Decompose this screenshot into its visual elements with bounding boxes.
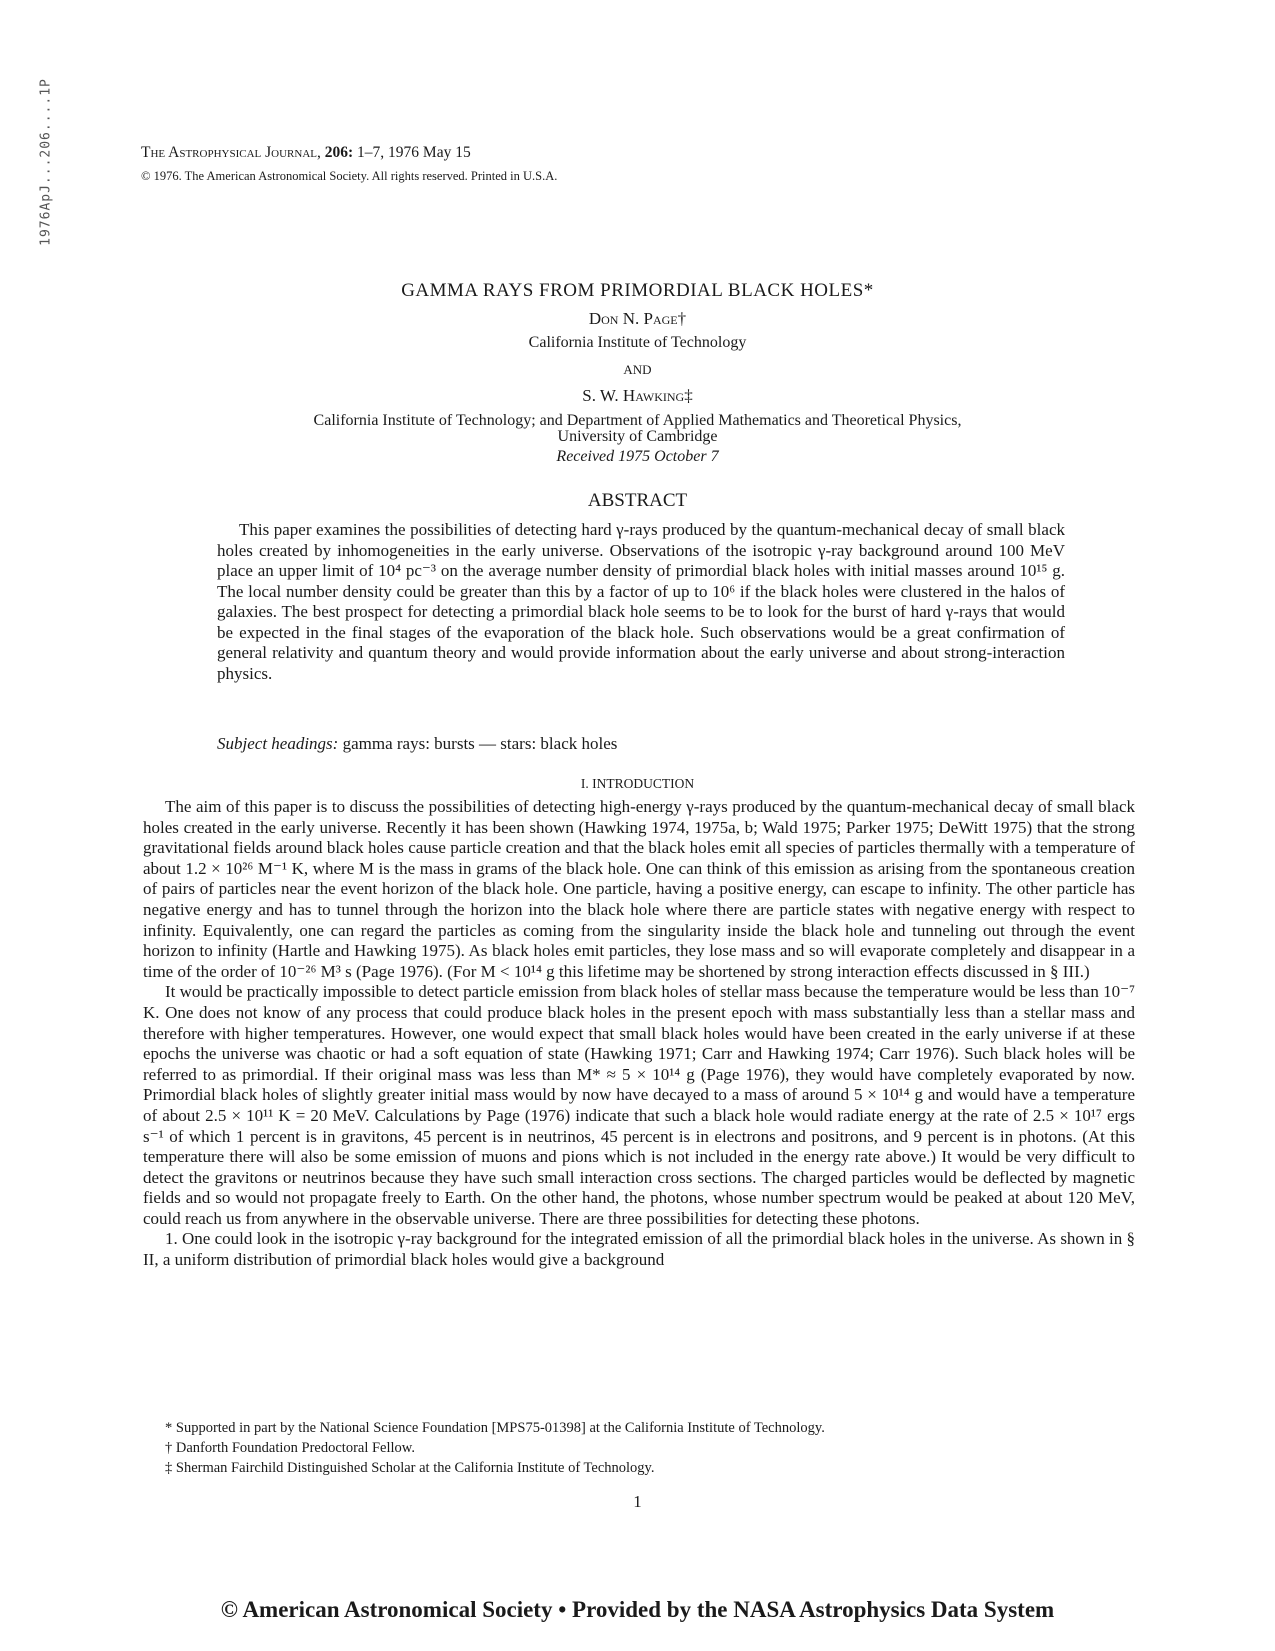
author-conjunction: AND <box>623 362 652 377</box>
footnote-1: * Supported in part by the National Science Foundation [MPS75-01398] at the California Institute of Technology. <box>165 1420 825 1436</box>
author-2: S. W. Hawking‡ <box>582 386 693 405</box>
paragraph-2: It would be practically impossible to detect particle emission from black holes of stellar mass because the temperature would be less than 10⁻⁷ K. One does not know of any process that could produce black holes in the present epoch with mass substantially less than a stellar mass and therefore with higher temperatures. However, one would expect that small black holes would have been created in the early universe if at these epochs the universe was chaotic or had a soft equation of state (Hawking 1971; Carr and Hawking 1974; Carr 1976). Such black holes will be referred to as primordial. If their original mass was less than M* ≈ 5 × 10¹⁴ g (Page 1976), they would have completely evaporated by now. Primordial black holes of slightly greater initial mass would by now have decayed to a mass of around 5 × 10¹⁴ g and would have a temperature of about 2.5 × 10¹¹ K = 20 MeV. Calculations by Page (1976) indicate that such a black hole would radiate energy at the rate of 2.5 × 10¹⁷ ergs s⁻¹ of which 1 percent is in gravitons, 45 percent is in neutrinos, 45 percent is in electrons and positrons, and 9 percent is in photons. (At this temperature there will also be some emission of muons and pions which is not included in the energy rate above.) It would be very difficult to detect the gravitons or neutrinos because they have such small interaction cross sections. The charged particles would be deflected by magnetic fields and so would not propagate freely to Earth. On the other hand, the photons, whose number spectrum would be peaked at about 120 MeV, could reach us from anywhere in the observable universe. There are three possibilities for detecting these photons. <box>143 982 1135 1228</box>
affiliation-2-line2: University of Cambridge <box>557 428 718 445</box>
footnotes <box>165 1418 825 1478</box>
journal-copyright: © 1976. The American Astronomical Society. All rights reserved. Printed in U.S.A. <box>141 169 558 183</box>
abstract-heading: ABSTRACT <box>587 490 688 511</box>
subject-headings <box>217 734 617 754</box>
introduction-body <box>143 797 1135 1271</box>
ads-footer: © American Astronomical Society • Provided by the NASA Astrophysics Data System <box>220 1597 1055 1622</box>
journal-volume: 206: <box>324 144 354 161</box>
journal-name: The Astrophysical Journal, <box>141 144 321 161</box>
abstract-body <box>217 520 1065 684</box>
subject-headings-text: gamma rays: bursts — stars: black holes <box>342 734 618 753</box>
journal-pages-date: 1–7, 1976 May 15 <box>357 144 471 161</box>
abstract-text: This paper examines the possibilities of detecting hard γ-rays produced by the quantum-mechanical decay of small black holes created by inhomogeneities in the early universe. Observations of the isotropic γ-ray background around 100 MeV place an upper limit of 10⁴ pc⁻³ on the average number density of primordial black holes with initial masses around 10¹⁵ g. The local number density could be greater than this by a factor of up to 10⁶ if the black holes were clustered in the halos of galaxies. The best prospect for detecting a primordial black hole seems to be to look for the burst of hard γ-rays that would be expected in the final stages of the evaporation of the black hole. Such observations would be a great confirmation of general relativity and quantum theory and would provide information about the early universe and about strong-interaction physics. <box>217 520 1065 683</box>
received-date: Received 1975 October 7 <box>556 448 719 465</box>
author-1: Don N. Page† <box>588 309 687 328</box>
affiliation-1: California Institute of Technology <box>528 334 747 351</box>
affiliation-2-line1: California Institute of Technology; and Department of Applied Mathematics and Theoretical Physics, <box>313 412 962 429</box>
bibcode-text: 1976ApJ...206....1P <box>38 78 54 246</box>
section-heading-introduction: I. INTRODUCTION <box>580 776 695 791</box>
journal-citation <box>141 144 471 162</box>
paragraph-3: 1. One could look in the isotropic γ-ray background for the integrated emission of all the primordial black holes in the universe. As shown in § II, a uniform distribution of primordial black holes would give a background <box>143 1229 1135 1270</box>
paper-title: GAMMA RAYS FROM PRIMORDIAL BLACK HOLES* <box>401 280 874 301</box>
paragraph-1: The aim of this paper is to discuss the possibilities of detecting high-energy γ-rays produced by the quantum-mechanical decay of small black holes created in the early universe. Recently it has been shown (Hawking 1974, 1975a, b; Wald 1975; Parker 1975; DeWitt 1975) that the strong gravitational fields around black holes cause particle creation and that the black holes emit all species of particles thermally with a temperature of about 1.2 × 10²⁶ M⁻¹ K, where M is the mass in grams of the black hole. One can think of this emission as arising from the spontaneous creation of pairs of particles near the event horizon of the black hole. One particle, having a positive energy, can escape to infinity. The other particle has negative energy and has to tunnel through the horizon into the black hole where there are particle states with negative energy with respect to infinity. Equivalently, one can regard the particles as coming from the singularity inside the black hole and tunneling out through the event horizon to infinity (Hartle and Hawking 1975). As black holes emit particles, they lose mass and so will evaporate completely and disappear in a time of the order of 10⁻²⁶ M³ s (Page 1976). (For M < 10¹⁴ g this lifetime may be shortened by strong interaction effects discussed in § III.) <box>143 797 1135 981</box>
bibcode-margin <box>26 62 66 262</box>
subject-headings-label: Subject headings: <box>217 734 339 753</box>
footnote-2: † Danforth Foundation Predoctoral Fellow. <box>165 1440 415 1456</box>
footnote-3: ‡ Sherman Fairchild Distinguished Scholar at the California Institute of Technology. <box>165 1460 655 1476</box>
page-number: 1 <box>633 1492 642 1511</box>
